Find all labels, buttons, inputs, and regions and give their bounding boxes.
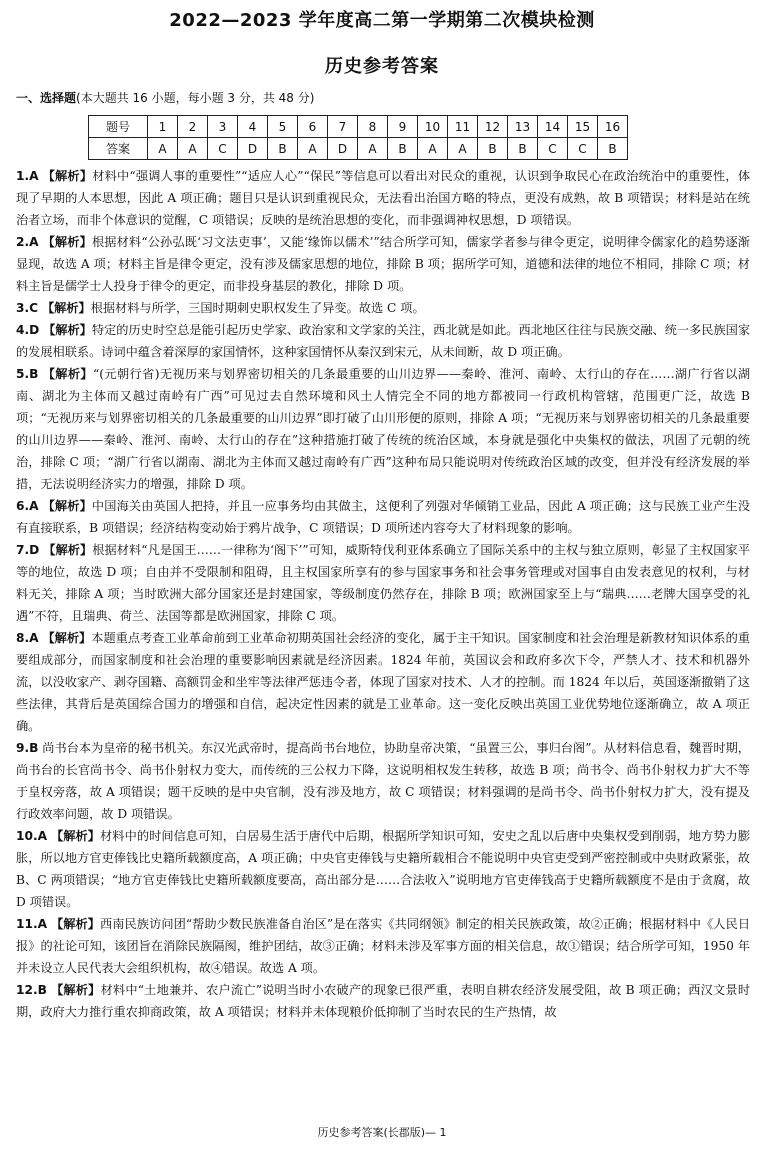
explanation-item-7 — [16, 539, 750, 627]
answer-table-number-label: 题号 — [89, 116, 148, 138]
item-text: 材料中的时间信息可知，白居易生活于唐代中后期，根据所学知识可知，安史之乱以后唐中央集权受到削弱，地方势力膨胀，所以地方官吏俸钱比史籍所载额度高，A 项正确；中央官吏俸钱与史籍所载相合不能说明中央官吏受到严密控制或中央财政紧张，故 B、C 两项错误；“地方官吏俸钱比史籍所载额度要高，高出部分是……合法收入”说明地方官吏俸钱高于史籍所载额度不是由于贪腐，故 D 项错误。 — [16, 829, 751, 909]
question-number: 7 — [328, 116, 358, 138]
explanation-item-1 — [16, 165, 750, 231]
item-text: 材料中“土地兼并、农户流亡”说明当时小农破产的现象已很严重，表明自耕农经济发展受阻，故 B 项正确；西汉文景时期，政府大力推行重农抑商政策，故 A 项错误；材料并未体现粮价低抑制了当时农民的生产热情，故 — [16, 983, 751, 1019]
explanation-item-2 — [16, 231, 750, 297]
item-text: 西南民族访问团“帮助少数民族准备自治区”是在落实《共同纲领》制定的相关民族政策，故②正确；根据材料中《人民日报》的社论可知，该团旨在消除民族隔阂，维护团结，故③正确；材料未涉及军事方面的相关信息，故①错误；结合所学可知，1950 年并未设立人民代表大会组织机构，故④错误。故选 A 项。 — [16, 917, 751, 975]
item-tag: 【解析】 — [43, 323, 92, 337]
item-label: 8.A — [16, 631, 39, 645]
item-label: 3.C — [16, 301, 39, 315]
item-label: 4.D — [16, 323, 40, 337]
item-label: 10.A — [16, 829, 48, 843]
question-number: 4 — [238, 116, 268, 138]
page-subtitle: 历史参考答案 — [325, 56, 439, 77]
answer-cell: D — [238, 138, 268, 160]
item-text: “(元朝行省)无视历来与划界密切相关的几条最重要的山川边界——秦岭、淮河、南岭、太行山的存在……湖广行省以湖南、湖北为主体而又越过南岭有广西”可见过去自然环境和风土人情完全不同的地方都被同一行政机构管辖，范围更广泛，故选 B 项；“无视历来与划界密切相关的几条最重要的山川边界”即打破了山川形便的原则，排除 A 项；“无视历来与划界密切相关的几条最重要的山川边界——秦岭、淮河、南岭、太行山的存在”这种措施打破了传统的统治区域，本身就是强化中央集权的做法，巩固了元朝的统治，排除 C 项；“湖广行省以湖南、湖北为主体而又越过南岭有广西”这种布局只能说明对传统政治区域的改变，但并没有经济发展的举措，无法说明经济实力的增强，排除 D 项。 — [16, 367, 751, 491]
question-number: 1 — [148, 116, 178, 138]
item-label: 1.A — [16, 169, 39, 183]
explanation-item-4 — [16, 319, 750, 363]
item-label: 2.A — [16, 235, 39, 249]
question-number: 3 — [208, 116, 238, 138]
answer-cell: A — [358, 138, 388, 160]
item-tag: 【解析】 — [42, 169, 93, 183]
question-number: 16 — [598, 116, 628, 138]
item-tag: 【解析】 — [42, 367, 94, 381]
answer-cell: A — [418, 138, 448, 160]
item-text: 本题重点考查工业革命前到工业革命初期英国社会经济的变化，属于主干知识。国家制度和社会治理是新教材知识体系的重要组成部分，而国家制度和社会治理的重要影响因素就是经济因素。1824 年前，英国议会和政府多次下令，严禁人才、技术和机器外流，以没收家产、剥夺国籍、高额罚金和坐牢等法律严惩违令者，体现了国家对技术、人才的控制。而 1824 年以后，英国逐渐撤销了这些法律，其背后是英国综合国力的增强和自信，起决定性因素的就是工业革命。这一变化反映出英国工业优势地位逐渐确立，故 A 项正确。 — [16, 631, 751, 733]
question-number: 12 — [478, 116, 508, 138]
item-tag: 【解析】 — [50, 983, 101, 997]
question-number: 10 — [418, 116, 448, 138]
item-tag: 【解析】 — [42, 631, 92, 645]
question-number: 13 — [508, 116, 538, 138]
item-text: 根据材料与所学，三国时期刺史职权发生了异变。故选 C 项。 — [90, 301, 425, 315]
answer-cell: B — [508, 138, 538, 160]
answer-cell: B — [268, 138, 298, 160]
item-tag: 【解析】 — [42, 499, 92, 513]
item-label: 9.B — [16, 741, 39, 755]
item-tag: 【解析】 — [50, 829, 101, 843]
question-number: 6 — [298, 116, 328, 138]
page-title: 2022—2023 学年度高二第一学期第二次模块检测 — [169, 10, 595, 31]
answer-table-number-row — [89, 116, 628, 138]
answer-table-answer-row — [89, 138, 628, 160]
explanation-list — [16, 165, 750, 1023]
answer-cell: A — [448, 138, 478, 160]
answer-cell: B — [478, 138, 508, 160]
section-heading-label: 一、选择题 — [16, 91, 77, 105]
explanation-item-10 — [16, 825, 750, 913]
question-number: 15 — [568, 116, 598, 138]
question-number: 9 — [388, 116, 418, 138]
item-tag: 【解析】 — [50, 917, 101, 931]
item-text: 尚书台本为皇帝的秘书机关。东汉光武帝时，提高尚书台地位，协助皇帝决策，“虽置三公，事归台阁”。从材料信息看，魏晋时期，尚书台的长官尚书令、尚书仆射权力变大，而传统的三公权力下降，这说明相权发生转移，故选 B 项；尚书令、尚书仆射权力扩大不等于皇权旁落，故 A 项错误；题干反映的是中央官制，没有涉及地方，故 C 项错误；材料强调的是尚书令、尚书仆射权力扩大，没有提及行政效率问题，故 D 项错误。 — [16, 741, 750, 821]
item-label: 5.B — [16, 367, 39, 381]
item-label: 6.A — [16, 499, 39, 513]
explanation-item-11 — [16, 913, 750, 979]
item-label: 12.B — [16, 983, 47, 997]
item-label: 7.D — [16, 543, 40, 557]
explanation-item-12 — [16, 979, 750, 1023]
item-tag: 【解析】 — [43, 543, 93, 557]
item-text: 特定的历史时空总是能引起历史学家、政治家和文学家的关注，西北就是如此。西北地区往往与民族交融、统一多民族国家的发展相联系。诗词中蕴含着深厚的家国情怀，这种家国情怀从秦汉到宋元，从未间断，故 D 项正确。 — [16, 323, 751, 359]
question-number: 2 — [178, 116, 208, 138]
answer-cell: A — [148, 138, 178, 160]
question-number: 14 — [538, 116, 568, 138]
item-text: 中国海关由英国人把持，并且一应事务均由其做主，这便利了列强对华倾销工业品，因此 A 项正确；这与民族工业产生没有直接联系，B 项错误；经济结构变动始于鸦片战争，C 项错误；D 项所述内容夸大了材料现象的影响。 — [16, 499, 751, 535]
explanation-item-9 — [16, 737, 750, 825]
answer-cell: A — [178, 138, 208, 160]
item-tag: 【解析】 — [41, 301, 91, 315]
answer-cell: A — [298, 138, 328, 160]
answer-cell: C — [538, 138, 568, 160]
explanation-item-5 — [16, 363, 750, 495]
question-number: 11 — [448, 116, 478, 138]
item-text: 根据材料“凡是国王……一律称为‘阁下’”可知，威斯特伐利亚体系确立了国际关系中的主权与独立原则，彰显了主权国家平等的地位，故选 D 项；自由并不受限制和阻碍，且主权国家所享有的参与国家事务和社会事务管理或对国事自由发表意见的权利，与材料无关，排除 A 项；当时欧洲大部分国家还是封建国家，等级制度仍然存在，排除 B 项；欧洲国家至上与“瑞典……老牌大国享受的礼遇”不符，且瑞典、荷兰、法国等都是欧洲国家，排除 C 项。 — [16, 543, 751, 623]
answer-cell: B — [388, 138, 418, 160]
page-footer: 历史参考答案(长郡版)— 1 — [317, 1126, 447, 1139]
answer-cell: C — [568, 138, 598, 160]
section-heading-note: (本大题共 16 小题，每小题 3 分，共 48 分) — [76, 91, 315, 105]
answer-table-answer-label: 答案 — [89, 138, 148, 160]
answer-cell: C — [208, 138, 238, 160]
explanation-item-6 — [16, 495, 750, 539]
item-tag: 【解析】 — [42, 235, 92, 249]
answer-table — [88, 115, 628, 160]
answer-cell: D — [328, 138, 358, 160]
item-text: 根据材料“公孙弘既‘习文法吏事’，又能‘缘饰以儒术’”结合所学可知，儒家学者参与律令更定，说明律令儒家化的趋势逐渐显现，故选 A 项；材料主旨是律令更定，没有涉及儒家思想的地位，排除 B 项；据所学可知，道德和法律的地位不相同，排除 C 项；材料主旨是儒学士人投身于律令的更定，而非投身基层的教化，排除 D 项。 — [16, 235, 750, 293]
answer-cell: B — [598, 138, 628, 160]
question-number: 5 — [268, 116, 298, 138]
item-text: 材料中“强调人事的重要性”“适应人心”“保民”等信息可以看出对民众的重视，认识到争取民心在政治统治中的重要性，体现了早期的人本思想，因此 A 项正确；题目只是认识到重视民众，无法看出治国方略的特点，更没有成熟，故 B 项错误；材料是站在统治者立场，而非个体意识的觉醒，C 项错误；反映的是统治思想的变化，而非强调神权思想，D 项错误。 — [16, 169, 751, 227]
explanation-item-8 — [16, 627, 750, 737]
section-heading — [16, 89, 314, 106]
explanation-item-3 — [16, 297, 750, 319]
item-label: 11.A — [16, 917, 48, 931]
question-number: 8 — [358, 116, 388, 138]
